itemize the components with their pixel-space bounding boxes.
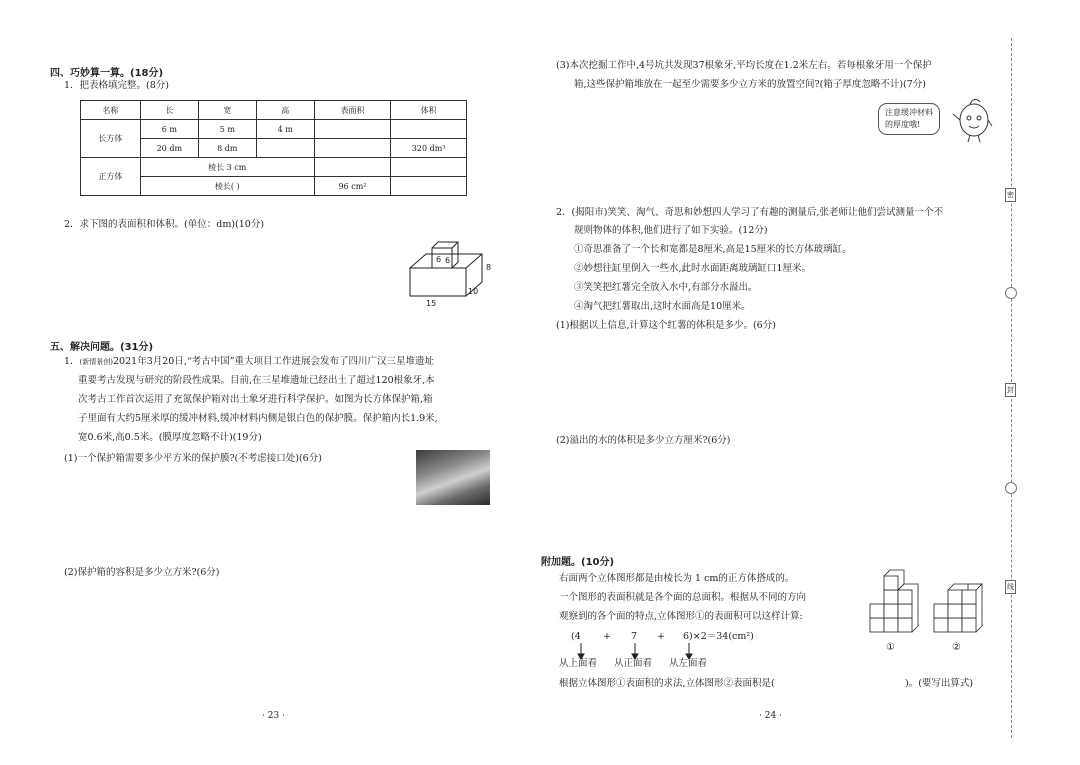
dim-label: 6 <box>436 255 442 264</box>
problem-tag: (新情景创) <box>79 358 114 366</box>
problem-1-sub-3: (3)本次挖掘工作中,4号坑共发现37根象牙,平均长度在1.2米左右。若每根象牙用一个保护 <box>556 60 932 71</box>
table-header: 宽 <box>198 101 256 120</box>
formula-term: 7 <box>631 631 638 642</box>
dim-label: 10 <box>468 287 479 296</box>
table-cell: 6 m <box>140 120 198 139</box>
extra-line: 一个图形的表面积就是各个面的总面积。根据从不同的方向 <box>559 592 807 603</box>
view-label: 从左面看 <box>669 658 708 669</box>
dim-label: 6 <box>445 256 451 265</box>
row-label-cube: 正方体 <box>81 158 141 196</box>
page-number-right: · 24 · <box>759 711 782 721</box>
table-cell: 96 cm² <box>314 177 391 196</box>
final-question-b: )。(要写出算式) <box>905 678 974 689</box>
step-item: ①奇思准备了一个长和宽都是8厘米,高是15厘米的长方体玻璃缸。 <box>574 244 852 255</box>
cuboid-figure <box>402 236 502 308</box>
table-row <box>81 120 467 139</box>
problem-1-sub-1: (1)一个保护箱需要多少平方米的保护膜?(不考虑接口处)(6分) <box>64 453 322 464</box>
page-number-left: · 23 · <box>262 711 285 721</box>
binding-hole <box>1005 482 1017 494</box>
question-2-title: 2．求下图的表面积和体积。(单位：dm)(10分) <box>64 219 265 230</box>
table-cell: 4 m <box>256 120 314 139</box>
extra-line: 右面两个立体图形都是由棱长为 1 cm的正方体搭成的。 <box>559 573 795 584</box>
problem-1-line: 次考古工作首次运用了充氮保护箱对出土象牙进行科学保护。如图为长方体保护箱,箱 <box>78 394 433 405</box>
table-cell: 5 m <box>198 120 256 139</box>
table-cell: 20 dm <box>140 139 198 158</box>
final-question-a: 根据立体图形①表面积的求法,立体图形②表面积是( <box>559 678 775 689</box>
problem-1-sub-3-cont: 箱,这些保护箱堆放在一起至少需要多少立方米的放置空间?(箱子厚度忽略不计)(7分) <box>574 79 926 90</box>
step-item: ③笑笑把红薯完全放入水中,有部分水溢出。 <box>574 282 758 293</box>
side-mark: 密 <box>1005 188 1016 202</box>
formula-term: (4 <box>571 631 581 642</box>
extra-section-title: 附加题。(10分) <box>541 557 615 568</box>
table-header: 表面积 <box>314 101 391 120</box>
table-cell: 8 dm <box>198 139 256 158</box>
table-cell <box>256 139 314 158</box>
table-header: 长 <box>140 101 198 120</box>
problem-1-sub-2: (2)保护箱的容积是多少立方米?(6分) <box>64 567 220 578</box>
problem-2-line: 规则物体的体积,他们进行了如下实验。(12分) <box>574 225 768 236</box>
mascot-illustration <box>950 94 994 144</box>
view-label: 从上面看 <box>559 658 598 669</box>
formula-term: + <box>657 631 665 642</box>
problem-1-text: 2021年3月20日,“考古中国”重大项目工作进展会发布了四川广汉三星堆遗址 <box>113 356 435 367</box>
section-4-title: 四、巧妙算一算。(18分) <box>50 68 164 79</box>
formula-term: + <box>603 631 611 642</box>
table-cell <box>314 139 391 158</box>
row-label-cuboid: 长方体 <box>81 120 141 158</box>
formula-term: 6)×2＝34(cm²) <box>683 631 754 642</box>
problem-1-line: 重要考古发现与研究的阶段性成果。目前,在三星堆遗址已经出土了超过120根象牙,本 <box>78 375 435 386</box>
section-5-title: 五、解决问题。(31分) <box>50 342 154 353</box>
side-mark: 线 <box>1005 580 1016 594</box>
hint-text: 的厚度哦! <box>885 120 921 129</box>
problem-1-line: 宽0.6米,高0.5米。(膜厚度忽略不计)(19分) <box>78 432 262 443</box>
table-cell <box>391 120 467 139</box>
protection-box-photo <box>416 450 490 505</box>
table-header-row <box>81 101 467 120</box>
figure-number: ② <box>952 642 961 653</box>
data-table <box>80 100 467 196</box>
table-cell <box>391 177 467 196</box>
hint-bubble <box>878 103 940 135</box>
table-cell: 棱长( ) <box>140 177 314 196</box>
problem-1-line: 子里面有大约5厘米厚的缓冲材料,缓冲材料内侧是银白色的保护膜。保护箱内长1.9米, <box>78 413 438 424</box>
hint-text: 注意缓冲材料 <box>885 108 933 117</box>
problem-2-sub-1: (1)根据以上信息,计算这个红薯的体积是多少。(6分) <box>556 320 776 331</box>
problem-2-line: 2．(揭阳市)笑笑、淘气、奇思和妙想四人学习了有趣的测量后,张老师让他们尝试测量一个不 <box>556 207 943 218</box>
table-cell <box>314 158 391 177</box>
problem-1-line: 1．(新情景创)2021年3月20日,“考古中国”重大项目工作进展会发布了四川广汉三星堆遗址 <box>64 356 435 367</box>
step-item: ②妙想往缸里倒入一些水,此时水面距离玻璃缸口1厘米。 <box>574 263 812 274</box>
figure-number: ① <box>886 642 895 653</box>
table-cell <box>314 120 391 139</box>
view-label: 从正面看 <box>614 658 653 669</box>
table-header: 高 <box>256 101 314 120</box>
binding-hole <box>1005 287 1017 299</box>
problem-2-sub-2: (2)溢出的水的体积是多少立方厘米?(6分) <box>556 435 731 446</box>
question-1-title: 1．把表格填完整。(8分) <box>64 80 170 91</box>
dim-label: 15 <box>426 299 437 308</box>
dim-label: 8 <box>486 263 492 272</box>
table-cell: 320 dm³ <box>391 139 467 158</box>
cube-stacks-figure <box>866 566 986 656</box>
table-cell <box>391 158 467 177</box>
table-cell: 棱长 3 cm <box>140 158 314 177</box>
table-header: 体积 <box>391 101 467 120</box>
table-row <box>81 158 467 177</box>
side-mark: 封 <box>1005 383 1016 397</box>
extra-line: 观察到的各个面的特点,立体图形①的表面积可以这样计算: <box>559 611 803 622</box>
step-item: ④淘气把红薯取出,这时水面高是10厘米。 <box>574 301 751 312</box>
table-header: 名称 <box>81 101 141 120</box>
